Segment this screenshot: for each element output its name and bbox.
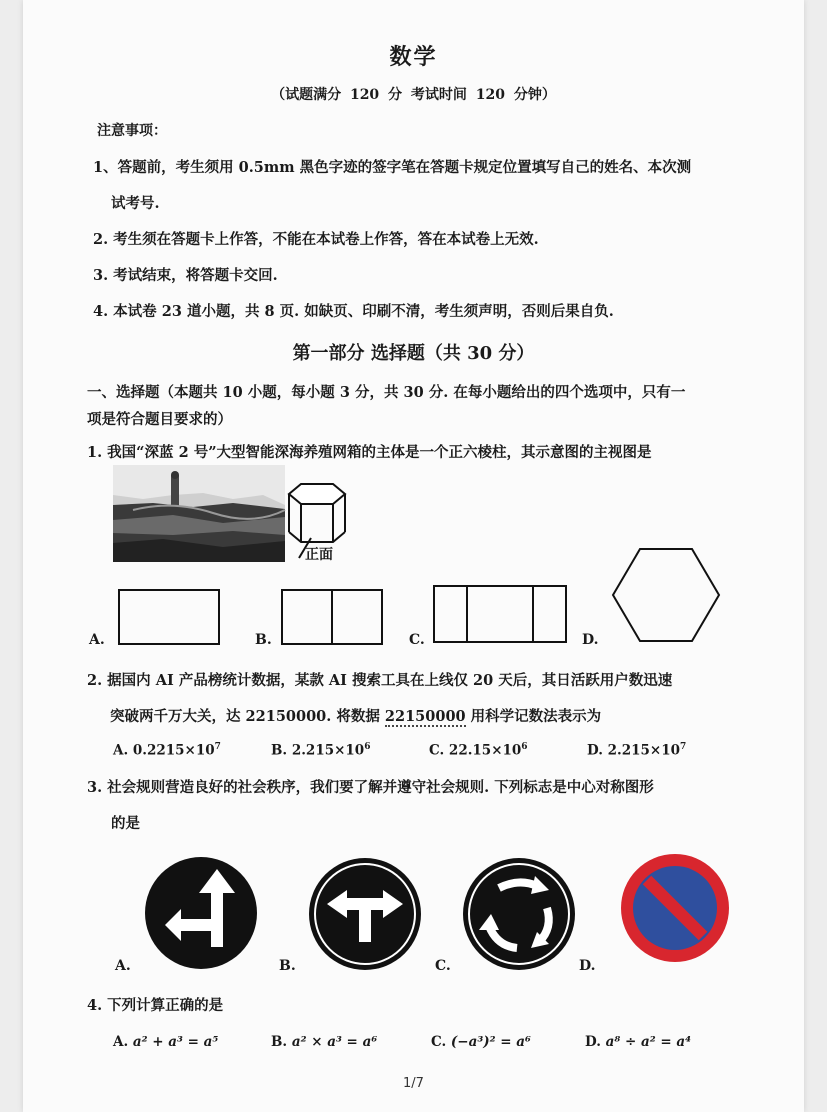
page-number: 1/7 [403, 1076, 424, 1091]
q1-option-a-label[interactable]: A. [89, 632, 105, 648]
q1-option-b-label[interactable]: B. [255, 632, 272, 648]
section-title: 第一部分 选择题（共 30 分） [292, 343, 535, 364]
q4-option-a[interactable]: A. a² + a³ = a⁵ [113, 1034, 219, 1050]
q2-underlined-number: 22150000 [384, 708, 466, 725]
q3-option-b-sign-turn-left-right-icon[interactable] [307, 856, 423, 972]
q3-option-c-sign-roundabout-icon[interactable] [461, 856, 577, 972]
q1-option-d-label[interactable]: D. [582, 632, 599, 648]
q1-option-a-figure[interactable] [118, 589, 220, 645]
note-item-1-cont: 试考号. [111, 195, 160, 212]
q3-line-2: 的是 [111, 815, 140, 832]
q1-text: 1. 我国“深蓝 2 号”大型智能深海养殖网箱的主体是一个正六棱柱，其示意图的主视图是 [87, 444, 652, 461]
note-item-2: 2. 考生须在答题卡上作答，不能在本试卷上作答，答在本试卷上无效. [93, 231, 539, 248]
q3-option-d-sign-no-parking-icon[interactable] [619, 852, 731, 964]
q3-option-b-label[interactable]: B. [279, 958, 296, 974]
q3-option-c-label[interactable]: C. [435, 958, 451, 974]
q2-option-d[interactable]: D. $2.215\times 10^7$ [587, 742, 687, 759]
q3-line-1: 3. 社会规则营造良好的社会秩序，我们要了解并遵守社会规则. 下列标志是中心对称图形 [87, 779, 654, 796]
q4-text: 4. 下列计算正确的是 [87, 997, 224, 1014]
q1-option-b-figure[interactable] [281, 589, 383, 645]
note-item-4: 4. 本试卷 23 道小题，共 8 页. 如缺页、印刷不清，考生须声明，否则后果自负. [93, 303, 614, 320]
notes-heading: 注意事项： [97, 123, 167, 139]
page-title: 数学 [389, 44, 438, 70]
q4-option-d[interactable]: D. a⁸ ÷ a² = a⁴ [585, 1034, 692, 1050]
q3-option-a-sign-straight-or-left-icon[interactable] [143, 855, 259, 971]
q2-option-b[interactable]: B. $2.215\times 10^6$ [271, 742, 371, 759]
q1-option-d-figure[interactable] [611, 548, 721, 642]
q1-photo [113, 465, 285, 562]
part-intro-line-2: 项是符合题目要求的） [87, 411, 232, 428]
q4-option-b[interactable]: B. a² × a³ = a⁶ [271, 1034, 378, 1050]
q3-option-d-label[interactable]: D. [579, 958, 596, 974]
q3-option-a-label[interactable]: A. [115, 958, 131, 974]
q4-option-c[interactable]: C. (−a³)² = a⁶ [431, 1034, 531, 1050]
q1-front-label: 正面 [305, 547, 333, 563]
note-item-3: 3. 考试结束，将答题卡交回. [93, 267, 278, 284]
q1-option-c-label[interactable]: C. [409, 632, 425, 648]
part-intro-line-1: 一、选择题（本题共 10 小题，每小题 3 分，共 30 分. 在每小题给出的四个选项中，只有一 [87, 384, 686, 401]
exam-page [23, 0, 804, 1112]
q1-option-c-figure[interactable] [433, 585, 567, 643]
exam-subtitle: （试题满分 120 分 考试时间 120 分钟） [271, 87, 556, 103]
q2-option-a[interactable]: A. $0.2215\times 10^7$ [113, 742, 221, 759]
q2-line-1: 2. 据国内 AI 产品榜统计数据，某款 AI 搜索工具在上线仅 20 天后，其日活跃用户数迅速 [87, 672, 673, 689]
q2-option-c[interactable]: C. $22.15\times 10^6$ [429, 742, 528, 759]
q2-line-2: 突破两千万大关，达 22150000. 将数据 22150000 用科学记数法表示为 [110, 708, 602, 725]
note-item-1: 1、答题前，考生须用 0.5mm 黑色字迹的签字笔在答题卡规定位置填写自己的姓名、本次测 [93, 159, 692, 176]
